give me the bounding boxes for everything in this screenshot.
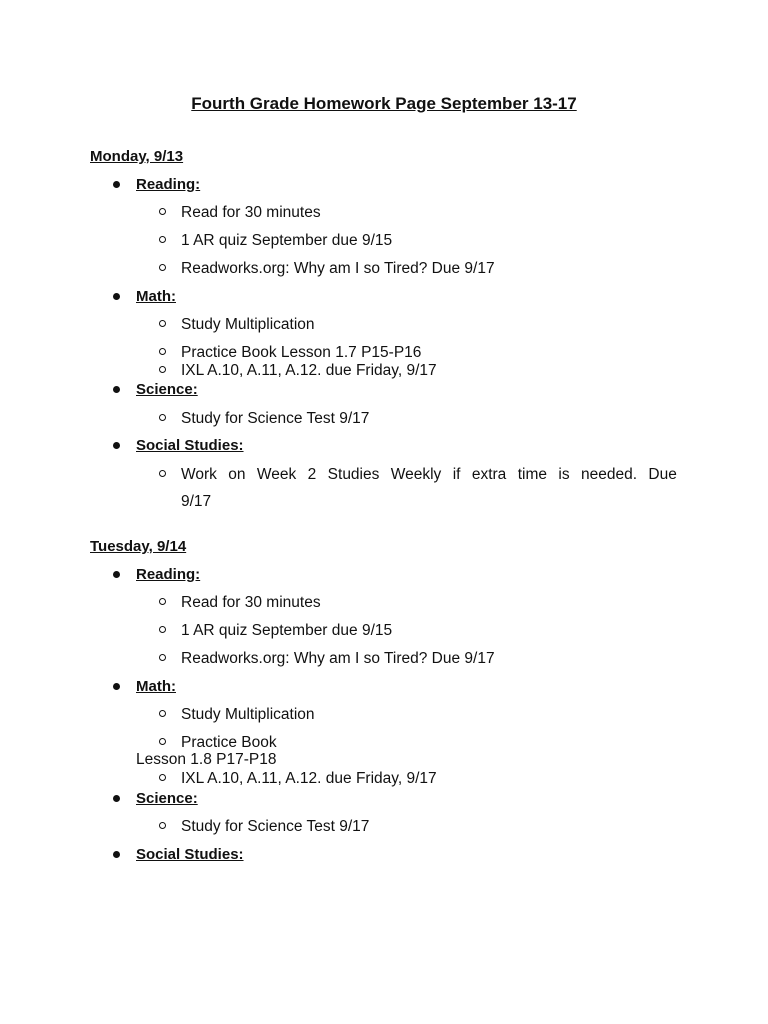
bullet-tuesday-science (113, 795, 120, 802)
bullet-tuesday-math (113, 683, 120, 690)
tuesday-math-item-2-continued: Lesson 1.8 P17-P18 (136, 751, 277, 768)
circle-bullet (159, 470, 166, 477)
monday-social-label: Social Studies: (136, 437, 244, 454)
monday-math-item-3: IXL A.10, A.11, A.12. due Friday, 9/17 (181, 362, 437, 379)
tuesday-reading-item-1: Read for 30 minutes (181, 594, 321, 611)
tuesday-reading-item-3: Readworks.org: Why am I so Tired? Due 9/17 (181, 650, 495, 667)
tuesday-reading-item-2: 1 AR quiz September due 9/15 (181, 622, 393, 639)
monday-reading-item-2: 1 AR quiz September due 9/15 (181, 232, 393, 249)
monday-math-label: Math: (136, 288, 176, 305)
circle-bullet (159, 654, 166, 661)
monday-reading-item-1: Read for 30 minutes (181, 204, 321, 221)
tuesday-heading: Tuesday, 9/14 (90, 538, 187, 555)
circle-bullet (159, 598, 166, 605)
word: needed. (580, 466, 638, 483)
tuesday-math-label: Math: (136, 678, 176, 695)
bullet-monday-science (113, 386, 120, 393)
bullet-tuesday-social (113, 851, 120, 858)
word: is (558, 466, 570, 483)
monday-reading-item-3: Readworks.org: Why am I so Tired? Due 9/17 (181, 260, 495, 277)
monday-science-label: Science: (136, 381, 198, 398)
tuesday-social-label: Social Studies: (136, 846, 244, 863)
circle-bullet (159, 348, 166, 355)
bullet-monday-reading (113, 181, 120, 188)
tuesday-science-label: Science: (136, 790, 198, 807)
word: Studies (327, 466, 380, 483)
circle-bullet (159, 208, 166, 215)
tuesday-math-item-3: IXL A.10, A.11, A.12. due Friday, 9/17 (181, 770, 437, 787)
word: extra (471, 466, 507, 483)
circle-bullet (159, 710, 166, 717)
circle-bullet (159, 366, 166, 373)
circle-bullet (159, 774, 166, 781)
monday-social-item-1-continued: 9/17 (181, 493, 212, 510)
bullet-tuesday-reading (113, 571, 120, 578)
word: if (452, 466, 461, 483)
circle-bullet (159, 414, 166, 421)
tuesday-math-item-1: Study Multiplication (181, 706, 315, 723)
page-title: Fourth Grade Homework Page September 13-17 (191, 94, 577, 113)
word: Weekly (390, 466, 442, 483)
tuesday-science-item-1: Study for Science Test 9/17 (181, 818, 370, 835)
word: Work (181, 466, 217, 483)
word: 2 (307, 466, 317, 483)
bullet-monday-math (113, 293, 120, 300)
tuesday-reading-label: Reading: (136, 566, 201, 583)
circle-bullet (159, 236, 166, 243)
tuesday-math-item-2: Practice Book (181, 734, 277, 751)
monday-math-item-1: Study Multiplication (181, 316, 315, 333)
monday-reading-label: Reading: (136, 176, 201, 193)
circle-bullet (159, 626, 166, 633)
monday-heading: Monday, 9/13 (90, 148, 184, 165)
monday-social-item-1 (181, 465, 677, 485)
word: Week (256, 466, 297, 483)
circle-bullet (159, 738, 166, 745)
bullet-monday-social (113, 442, 120, 449)
circle-bullet (159, 320, 166, 327)
word: time (517, 466, 547, 483)
circle-bullet (159, 264, 166, 271)
monday-math-item-2: Practice Book Lesson 1.7 P15-P16 (181, 344, 422, 361)
word: on (228, 466, 246, 483)
word: Due (648, 466, 677, 483)
monday-science-item-1: Study for Science Test 9/17 (181, 410, 370, 427)
circle-bullet (159, 822, 166, 829)
